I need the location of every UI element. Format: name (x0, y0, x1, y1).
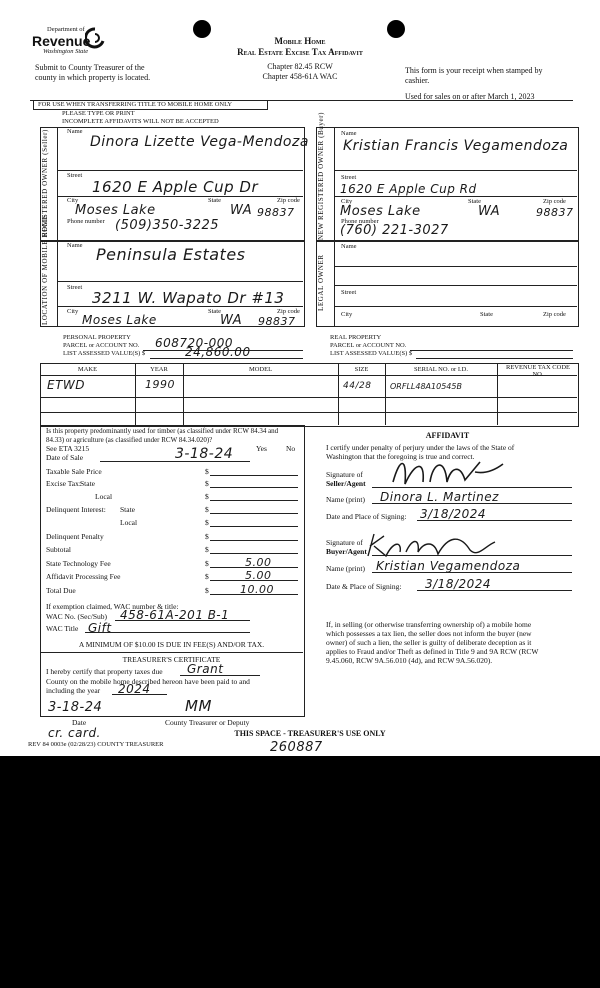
delinquent-state-rule (210, 513, 298, 514)
col-revenue-header: REVENUE TAX CODE NO. (506, 364, 570, 378)
location-rule-2 (57, 306, 303, 307)
tech-fee-label: State Technology Fee (46, 559, 111, 568)
location-name: Peninsula Estates (96, 245, 246, 264)
delinquent-local-label: Local (120, 518, 138, 527)
legal-owner-rule-3 (334, 306, 577, 307)
certificate-date: 3-18-24 (48, 700, 103, 715)
real-parcel-rule (410, 350, 573, 351)
warning-line-3: owner) of such a lien, the seller is guilty of deliberate deception as it (326, 638, 532, 647)
buyer-state-label: State (468, 198, 481, 205)
seller-zip: 98837 (257, 206, 295, 219)
chapter-rcw: Chapter 82.45 RCW (267, 62, 333, 71)
legal-owner-street-label: Street (341, 289, 357, 296)
seller-name: Dinora Lizette Vega-Mendoza (90, 134, 309, 150)
delinquent-local-rule (210, 526, 298, 527)
col-model-header: MODEL (248, 366, 273, 373)
location-label-divider (57, 240, 58, 326)
col-size-header: SIZE (354, 366, 369, 373)
personal-property-label: PERSONAL PROPERTY (63, 334, 131, 341)
location-side-label: LOCATION OF MOBILE HOME (41, 214, 49, 325)
taxable-currency: $ (205, 467, 209, 476)
receipt-line-2: cashier. (405, 76, 430, 85)
affidavit-fee-value: 5.00 (245, 569, 272, 582)
certificate-treasurer-label: County Treasurer or Deputy (165, 718, 250, 727)
buyer-state: WA (478, 204, 501, 219)
buyer-side-label: NEW REGISTERED OWNER (Buyer) (317, 111, 325, 240)
taxable-rule (210, 475, 298, 476)
vehicle-serial: ORFLL48A10545B (390, 382, 462, 391)
vehicle-table-col-5 (497, 363, 498, 425)
legal-owner-side-label: LEGAL OWNER (317, 254, 325, 311)
location-rule-1 (57, 281, 303, 282)
personal-assessed-value: 24,860.00 (185, 345, 251, 359)
seller-print-name: Dinora L. Martinez (380, 490, 499, 504)
buyer-print-label: Name (print) (326, 564, 365, 573)
buyer-zip: 98837 (536, 206, 574, 219)
chapter-wac: Chapter 458-61A WAC (262, 72, 338, 81)
buyer-sig-label-2: Buyer/Agent (326, 547, 367, 556)
banner-incomplete: INCOMPLETE AFFIDAVITS WILL NOT BE ACCEPTED (62, 118, 219, 125)
seller-city: Moses Lake (75, 203, 156, 218)
location-state-label: State (208, 308, 221, 315)
affidavit-title: AFFIDAVIT (425, 431, 470, 440)
vehicle-make: ETWD (47, 378, 86, 392)
delinquent-state-currency: $ (205, 505, 209, 514)
seller-zip-label: Zip code (277, 197, 300, 204)
wac-title-label: WAC Title (46, 624, 79, 633)
buyer-date-label: Date & Place of Signing: (326, 582, 402, 591)
vehicle-year: 1990 (145, 378, 175, 391)
certificate-year: 2024 (118, 682, 151, 696)
seller-phone-label: Phone number (67, 218, 105, 225)
seller-date-label: Date and Place of Signing: (326, 512, 407, 521)
real-assessed-rule (416, 358, 573, 359)
receipt-number: 260887 (270, 740, 323, 755)
certificate-line-3: including the year (46, 686, 101, 695)
buyer-date: 3/18/2024 (425, 577, 492, 591)
seller-rule-2 (57, 196, 303, 197)
buyer-print-name: Kristian Vegamendoza (376, 559, 521, 573)
timber-no: No (286, 444, 296, 453)
certificate-date-rule (46, 716, 146, 717)
certificate-county: Grant (187, 662, 224, 676)
seller-state: WA (230, 203, 253, 218)
submit-line-2: county in which property is located. (35, 73, 151, 82)
excise-local-label: Local (95, 492, 113, 501)
excise-state-currency: $ (205, 479, 209, 488)
certificate-line-2: County on the mobile home described hereon have been paid to and (46, 677, 250, 686)
banner-type-print: PLEASE TYPE OR PRINT (62, 110, 135, 117)
wac-no-value: 458-61A-201 B-1 (120, 608, 230, 622)
location-name-label: Name (67, 242, 83, 249)
buyer-name: Kristian Francis Vegamendoza (343, 138, 569, 154)
form-title-2: Real Estate Excise Tax Affidavit (237, 47, 363, 57)
date-of-sale-value: 3-18-24 (175, 446, 234, 462)
location-street-label: Street (67, 284, 83, 291)
excise-state-label: State (80, 479, 95, 488)
used-for-date: Used for sales on or after March 1, 2023 (405, 92, 535, 101)
certificate-rule (40, 652, 303, 653)
warning-line-2: which possesses a tax lien, the seller does not inform the buyer (new (326, 629, 532, 638)
total-due-currency: $ (205, 586, 209, 595)
form-title-1: Mobile Home (274, 36, 326, 46)
banner-transfer: FOR USE WHEN TRANSFERRING TITLE TO MOBILE HOME ONLY (38, 101, 233, 108)
seller-street-label: Street (67, 172, 83, 179)
affidavit-fee-currency: $ (205, 572, 209, 581)
treasurer-use-only: THIS SPACE - TREASURER'S USE ONLY (234, 729, 386, 738)
location-city: Moses Lake (82, 313, 157, 327)
legal-owner-rule-2 (334, 285, 577, 286)
real-property-label: REAL PROPERTY (330, 334, 382, 341)
location-city-label: City (67, 308, 79, 315)
minimum-notice: A MINIMUM OF $10.00 IS DUE IN FEE(S) AND/OR TAX. (78, 640, 265, 649)
seller-sig-label-1: Signature of (326, 470, 363, 479)
legal-owner-name-label: Name (341, 243, 357, 250)
tech-fee-currency: $ (205, 559, 209, 568)
col-make-header: MAKE (77, 366, 98, 373)
location-zip: 98837 (258, 315, 296, 328)
buyer-zip-label: Zip code (543, 198, 566, 205)
seller-city-label: City (67, 197, 79, 204)
legal-owner-city-label: City (341, 311, 353, 318)
legal-owner-zip-label: Zip code (543, 311, 566, 318)
location-state: WA (220, 313, 243, 328)
logo-dept-of: Department of (47, 26, 85, 33)
buyer-rule-2 (334, 196, 577, 197)
location-zip-label: Zip code (277, 308, 300, 315)
seller-sig-label-2: Seller/Agent (326, 479, 366, 488)
submit-line-1: Submit to County Treasurer of the (35, 63, 145, 72)
excise-local-rule (210, 500, 298, 501)
seller-signature (385, 452, 515, 492)
buyer-city-label: City (341, 198, 353, 205)
penalty-rule (210, 540, 298, 541)
wac-title-value: Gift (88, 621, 112, 635)
receipt-line-1: This form is your receipt when stamped by (405, 66, 543, 75)
delinquent-label: Delinquent Interest: (46, 505, 106, 514)
excise-label: Excise Tax: (46, 479, 81, 488)
legal-owner-rule-1 (334, 266, 577, 267)
form-revision: REV 84 0003e (02/28/23) COUNTY TREASURER (28, 741, 164, 748)
total-due-value: 10.00 (240, 583, 274, 596)
buyer-phone: (760) 221-3027 (340, 223, 449, 238)
personal-parcel-value: 608720-000 (155, 336, 234, 350)
location-street: 3211 W. Wapato Dr #13 (92, 289, 285, 307)
delinquent-state-label: State (120, 505, 135, 514)
buyer-street-label: Street (341, 174, 357, 181)
real-assessed-label: LIST ASSESSED VALUE(S) $ (330, 350, 413, 357)
buyer-sig-label-1: Signature of (326, 538, 363, 547)
buyer-rule-1 (334, 170, 577, 171)
personal-parcel-label: PARCEL or ACCOUNT NO. (63, 342, 140, 349)
timber-yes: Yes (256, 444, 267, 453)
seller-state-label: State (208, 197, 221, 204)
buyer-label-divider (334, 127, 335, 241)
delinquent-local-currency: $ (205, 518, 209, 527)
certificate-date-label: Date (72, 718, 87, 727)
buyer-city: Moses Lake (340, 204, 421, 219)
seller-side-label: REGISTERED OWNER (Seller) (41, 129, 49, 238)
warning-line-4: applies to Fraud and/or Theft as defined in Title 9 and 9A RCW (RCW (326, 647, 539, 656)
subtotal-label: Subtotal (46, 545, 72, 554)
certificate-treasurer-rule (160, 716, 300, 717)
penalty-label: Delinquent Penalty (46, 532, 104, 541)
legal-owner-state-label: State (480, 311, 493, 318)
warning-line-1: If, in selling (or otherwise transferring ownership of) a mobile home (326, 620, 532, 629)
affidavit-text-2: Washington that the foregoing is true and correct. (326, 452, 475, 461)
personal-assessed-label: LIST ASSESSED VALUE(S) $ (63, 350, 146, 357)
taxable-label: Taxable Sale Price (46, 467, 102, 476)
seller-print-label: Name (print) (326, 495, 365, 504)
timber-see: See ETA 3215 (46, 444, 90, 453)
certificate-title: TREASURER'S CERTIFICATE (122, 655, 221, 664)
subtotal-currency: $ (205, 545, 209, 554)
timber-question: Is this property predominantly used for timber (as classified under RCW 84.34 and 84.33) or agriculture (as classified under RCW 84.34.020)? (46, 427, 279, 444)
warning-line-5: 9.45.060, RCW 9A.56.010 (4d), and RCW 9A.56.020). (326, 656, 493, 665)
date-of-sale-label: Date of Sale (46, 453, 84, 462)
affidavit-text-1: I certify under penalty of perjury under the laws of the State of (326, 443, 515, 452)
total-due-label: Total Due (46, 586, 76, 595)
exemption-line: If exemption claimed, WAC number & title: (46, 602, 179, 611)
buyer-phone-label: Phone number (341, 218, 379, 225)
logo-name: Revenue (32, 33, 91, 49)
penalty-currency: $ (205, 532, 209, 541)
revenue-logo-icon (85, 27, 105, 49)
buyer-name-label: Name (341, 130, 357, 137)
seller-rule-1 (57, 170, 303, 171)
tech-fee-value: 5.00 (245, 556, 272, 569)
seller-phone: (509)350-3225 (115, 218, 220, 233)
col-serial-header: SERIAL NO. or I.D. (414, 366, 468, 373)
excise-state-rule (210, 487, 298, 488)
vehicle-size: 44/28 (343, 381, 372, 391)
subtotal-rule (210, 553, 298, 554)
col-year-header: YEAR (150, 366, 168, 373)
real-parcel-label: PARCEL or ACCOUNT NO. (330, 342, 407, 349)
seller-street: 1620 E Apple Cup Dr (92, 178, 259, 196)
buyer-street: 1620 E Apple Cup Rd (340, 182, 477, 196)
seller-label-divider (57, 127, 58, 241)
legal-owner-label-divider (334, 240, 335, 326)
logo-state: Washington State (43, 48, 89, 55)
wac-no-label: WAC No. (Sec/Sub) (46, 612, 108, 621)
excise-local-currency: $ (205, 492, 209, 501)
seller-date: 3/18/2024 (420, 507, 487, 521)
certificate-line-1: I hereby certify that property taxes due (46, 667, 163, 676)
cr-card-note: cr. card. (48, 726, 101, 740)
affidavit-fee-label: Affidavit Processing Fee (46, 572, 121, 581)
seller-name-label: Name (67, 128, 83, 135)
legal-owner-box (316, 240, 579, 327)
certificate-initials: MM (185, 697, 212, 715)
